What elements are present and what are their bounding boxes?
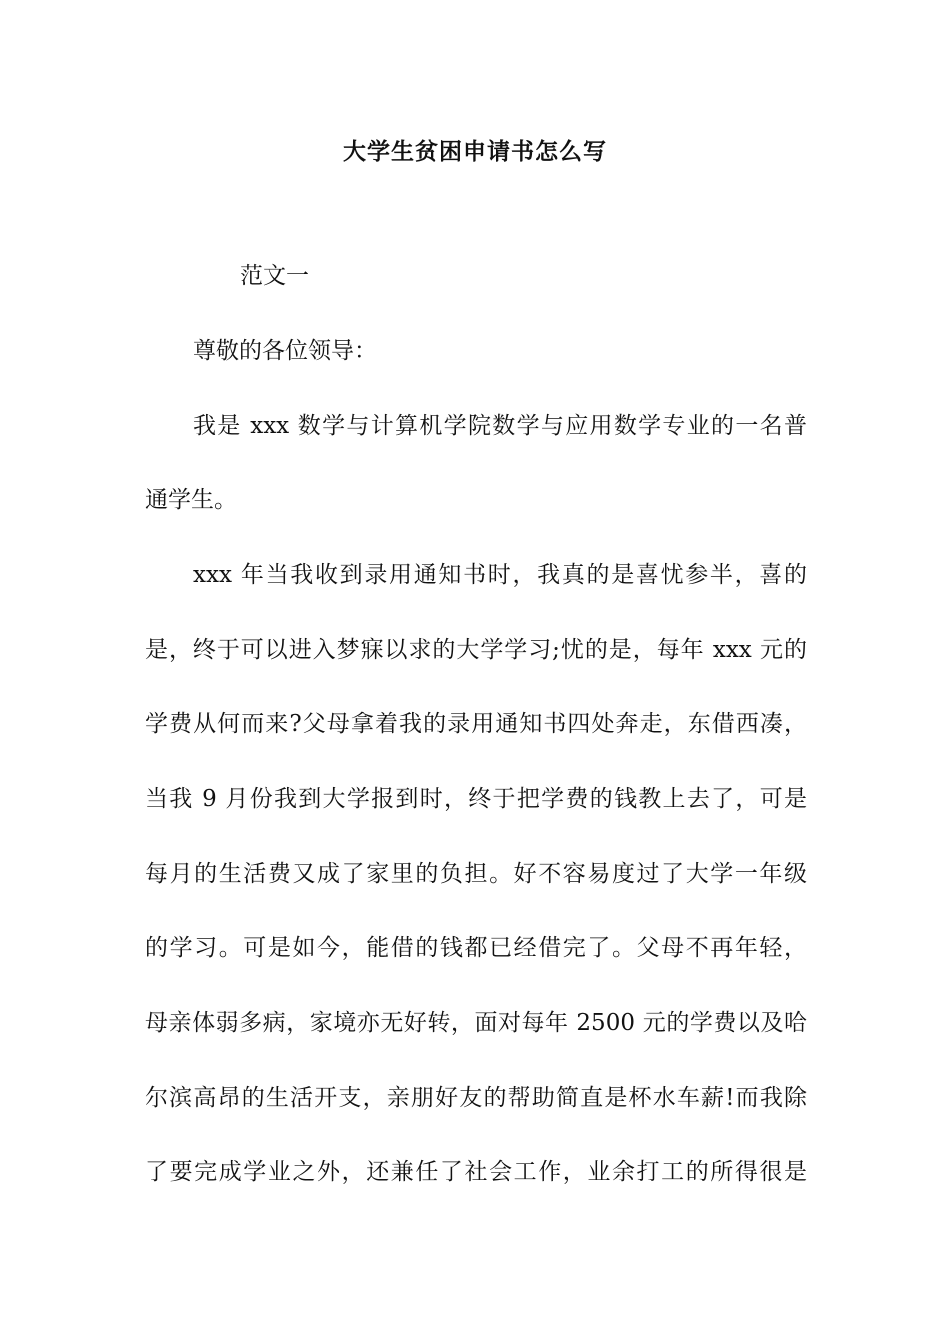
paragraph-line: 的学习。可是如今，能借的钱都已经借完了。父母不再年轻， xyxy=(145,935,807,961)
paragraph-line: 当我 9 月份我到大学报到时，终于把学费的钱教上去了，可是 xyxy=(145,786,807,812)
paragraph-line: 通学生。 xyxy=(145,487,237,513)
subheading: 范文一 xyxy=(240,263,309,289)
paragraph-line: 我是 xxx 数学与计算机学院数学与应用数学专业的一名普 xyxy=(193,413,807,439)
paragraph-line: 是，终于可以进入梦寐以求的大学学习;忧的是，每年 xxx 元的 xyxy=(145,637,807,663)
paragraph-line: 尔滨高昂的生活开支，亲朋好友的帮助简直是杯水车薪!而我除 xyxy=(145,1085,807,1111)
paragraph-line: 了要完成学业之外，还兼任了社会工作，业余打工的所得很是 xyxy=(145,1159,807,1185)
paragraph-line: xxx 年当我收到录用通知书时，我真的是喜忧参半，喜的 xyxy=(193,562,807,588)
salutation: 尊敬的各位领导： xyxy=(193,338,377,364)
document-title: 大学生贫困申请书怎么写 xyxy=(343,138,607,165)
paragraph-line: 每月的生活费又成了家里的负担。好不容易度过了大学一年级 xyxy=(145,861,807,887)
paragraph-line: 学费从何而来?父母拿着我的录用通知书四处奔走，东借西凑， xyxy=(145,711,807,737)
paragraph-line: 母亲体弱多病，家境亦无好转，面对每年 2500 元的学费以及哈 xyxy=(145,1010,807,1036)
